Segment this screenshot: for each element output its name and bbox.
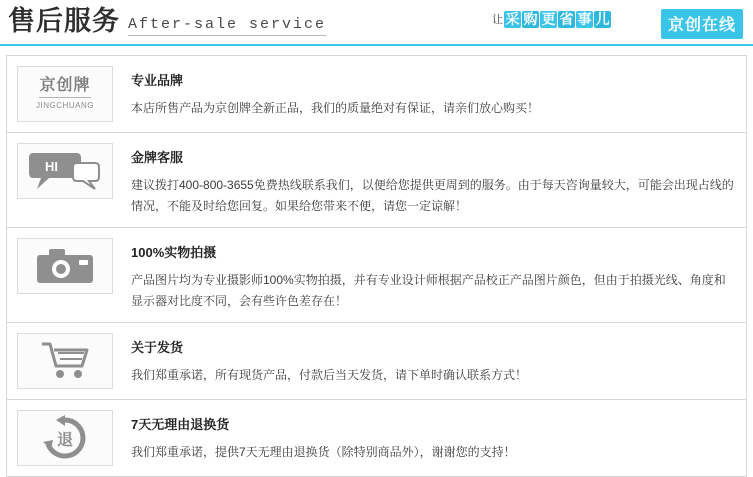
list-item-text (129, 333, 734, 386)
list-item (6, 227, 747, 322)
speech-bubble-hi-icon-svg (27, 149, 103, 193)
camera-icon-svg (35, 245, 95, 287)
slogan-banner (492, 11, 611, 28)
page-title: 售后服务 (8, 6, 120, 36)
list-item-text (129, 66, 734, 119)
list-item-title: 专业品牌 (131, 73, 184, 88)
speech-bubble-hi-icon (17, 143, 113, 199)
list-item-description: 产品图片均为专业摄影师100%实物拍摄，并有专业设计师根据产品校正产品图片颜色，但由于拍摄光线、角度和显示器对比度不同，会有些许色差存在！ (131, 273, 726, 308)
return-arrows-icon (17, 410, 113, 466)
brand-stamp-icon (17, 66, 113, 122)
list-item-title: 关于发货 (131, 340, 184, 355)
slogan-prefix: 让 (492, 14, 503, 26)
list-item-title: 金牌客服 (131, 150, 184, 165)
list-item (6, 55, 747, 132)
list-item-text (129, 238, 734, 312)
return-arrows-icon-svg (41, 415, 89, 461)
list-item-text (129, 143, 734, 217)
slogan-box-1: 采 (505, 11, 520, 27)
slogan-box-6: 儿 (595, 11, 610, 27)
brand-stamp-label-en: JINGCHUANG (36, 101, 94, 110)
page-header (0, 0, 753, 46)
slogan-box-5: 事 (577, 11, 592, 27)
svg-text:HI: HI (45, 159, 58, 174)
slogan-box-3: 更 (541, 11, 556, 27)
service-list (0, 46, 753, 477)
store-logo: 京创在线 (661, 9, 743, 39)
brand-stamp-label-cn: 京创牌 (39, 78, 90, 98)
list-item-title: 7天无理由退换货 (131, 417, 230, 432)
list-item-description: 建议拨打400-800-3655免费热线联系我们，以便给您提供更周到的服务。由于每天咨询量较大，可能会出现占线的情况，不能及时给您回复。如果给您带来不便，请您一定谅解！ (131, 178, 734, 213)
list-item (6, 322, 747, 399)
shopping-cart-icon (17, 333, 113, 389)
slogan-box-2: 购 (523, 11, 538, 27)
list-item-text (129, 410, 734, 463)
page-subtitle: After-sale service (128, 16, 326, 36)
shopping-cart-icon-svg (40, 340, 90, 382)
return-icon-label: 退 (56, 432, 74, 449)
camera-icon (17, 238, 113, 294)
list-item-title: 100%实物拍摄 (131, 245, 217, 260)
list-item-description: 我们郑重承诺，提供7天无理由退换货（除特别商品外），谢谢您的支持！ (131, 445, 516, 459)
list-item-description: 本店所售产品为京创牌全新正品，我们的质量绝对有保证，请亲们放心购买！ (131, 101, 540, 115)
list-item-description: 我们郑重承诺，所有现货产品，付款后当天发货，请下单时确认联系方式！ (131, 368, 528, 382)
slogan-box-4: 省 (559, 11, 574, 27)
list-item (6, 132, 747, 227)
list-item (6, 399, 747, 477)
